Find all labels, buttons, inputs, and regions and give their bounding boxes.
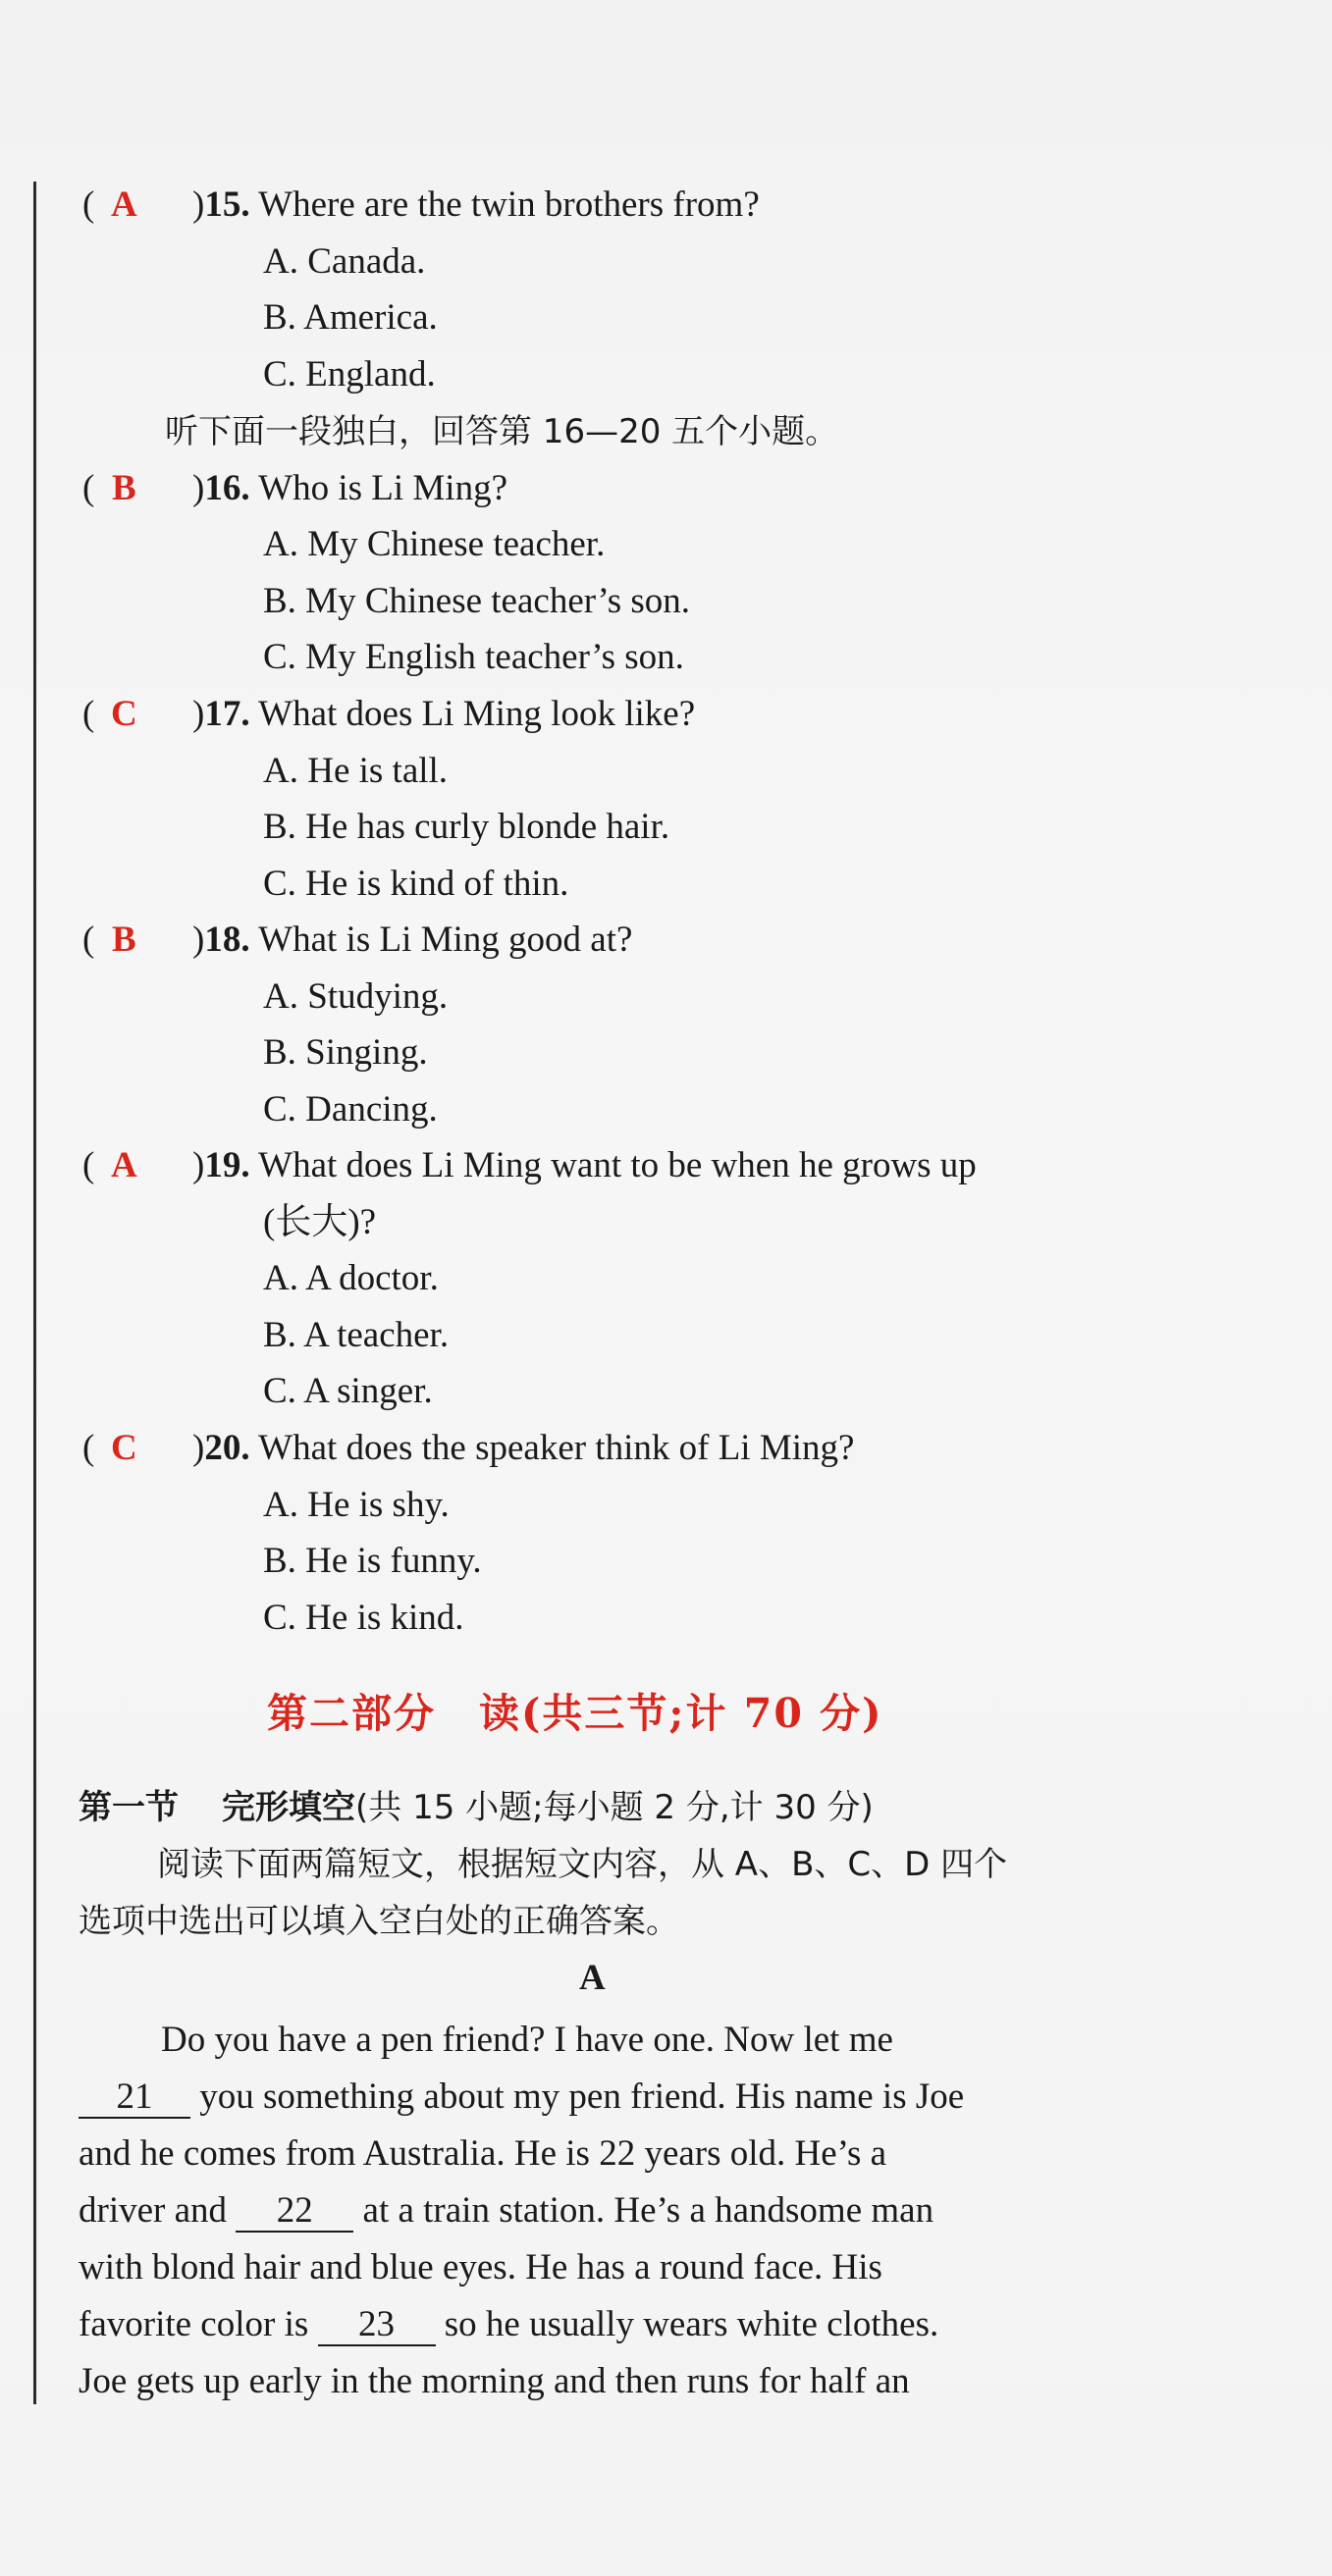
option: C. Dancing. [263,1089,438,1130]
question-number: 16. [204,468,250,508]
option: A. My Chinese teacher. [263,524,606,564]
option: B. He has curly blonde hair. [263,807,670,847]
section-instruction: 阅读下面两篇短文，根据短文内容，从 A、B、C、D 四个 [157,1845,1008,1884]
question-number: 19. [204,1145,250,1185]
question-16: ( B )16. Who is Li Ming? [82,465,507,512]
question-text: What is Li Ming good at? [258,920,633,960]
option: B. America. [263,297,438,338]
option: B. He is funny. [263,1541,482,1581]
option: C. He is kind. [263,1598,464,1638]
option: A. He is shy. [263,1485,450,1525]
option: C. He is kind of thin. [263,864,569,904]
question-number: 15. [204,184,250,225]
passage-line: Do you have a pen friend? I have one. Now let me [161,2020,893,2060]
question-number: 20. [204,1428,250,1468]
section-name: 完形填空 [222,1788,355,1827]
answer-mark: C [110,694,137,734]
question-number: 18. [204,920,250,960]
option: B. A teacher. [263,1315,450,1355]
option: A. A doctor. [263,1258,439,1298]
passage-line: Joe gets up early in the morning and then runs for half an [79,2361,910,2401]
blank-22[interactable]: 22 [236,2191,353,2233]
question-15: ( A )15. Where are the twin brothers from? [82,182,760,229]
passage-line: driver and 22 at a train station. He’s a handsome man [79,2190,934,2231]
option: A. Canada. [263,241,426,282]
question-text: What does Li Ming want to be when he grows up [258,1145,977,1185]
passage-line: with blond hair and blue eyes. He has a round face. His [79,2247,882,2287]
passage-line: 21 you something about my pen friend. His name is Joe [79,2069,964,2125]
answer-mark: A [110,1145,137,1185]
answer-mark: B [111,468,136,508]
answer-mark: B [111,920,136,960]
question-text: Who is Li Ming? [258,468,508,508]
section-instruction-cont: 选项中选出可以填入空白处的正确答案。 [79,1902,679,1941]
question-text: Where are the twin brothers from? [258,184,760,225]
passage-heading: A [579,1958,606,1998]
option: C. My English teacher’s son. [263,637,684,677]
option: A. He is tall. [263,751,449,791]
blank-21[interactable]: 21 [79,2077,190,2119]
section-one-header [79,1784,874,1831]
option: B. Singing. [263,1032,428,1073]
option: C. A singer. [263,1371,433,1411]
listening-instruction: 听下面一段独白，回答第 16—20 五个小题。 [165,412,839,451]
question-text-continued: (长大)? [263,1202,377,1242]
question-20: ( C )20. What does the speaker think of Li Ming? [82,1425,854,1472]
margin-rule [33,182,36,2404]
passage-line: and he comes from Australia. He is 22 years old. He’s a [79,2133,887,2174]
option: A. Studying. [263,976,449,1017]
question-text: What does the speaker think of Li Ming? [258,1428,855,1468]
option: C. England. [263,354,436,394]
option: B. My Chinese teacher’s son. [263,581,691,621]
section-detail: (共 15 小题;每小题 2 分,计 30 分) [355,1788,874,1827]
part-two-title: 第二部分 读(共三节;计 70 分) [267,1690,883,1737]
question-text: What does Li Ming look like? [258,694,696,734]
answer-mark: C [110,1428,137,1468]
blank-23[interactable]: 23 [318,2305,436,2346]
answer-mark: A [110,184,137,225]
question-17: ( C )17. What does Li Ming look like? [82,691,695,738]
question-19: ( A )19. What does Li Ming want to be when he grows up [82,1142,977,1189]
passage-line: favorite color is 23 so he usually wears white clothes. [79,2304,939,2344]
section-label: 第一节 [79,1788,179,1827]
question-18: ( B )18. What is Li Ming good at? [82,917,632,964]
question-number: 17. [204,694,250,734]
